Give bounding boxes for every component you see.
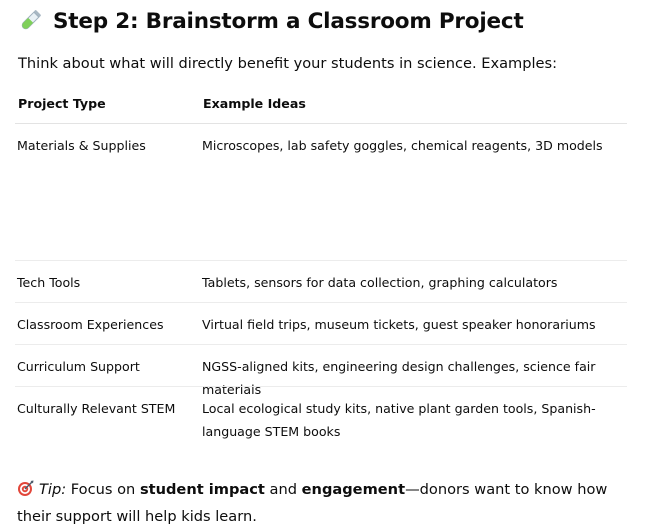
row-project-type: Materials & Supplies <box>17 138 146 153</box>
intro-text: Think about what will directly benefit your students in science. Examples: <box>18 55 558 72</box>
row-example-ideas: NGSS-aligned kits, engineering design challenges, science fair materials <box>202 359 596 397</box>
table-row <box>15 302 627 345</box>
table-row <box>15 344 627 397</box>
section-heading <box>17 5 524 37</box>
table-row <box>15 386 627 449</box>
row-example-ideas: Microscopes, lab safety goggles, chemical reagents, 3D models <box>202 138 603 153</box>
row-example-ideas: Virtual field trips, museum tickets, guest speaker honorariums <box>202 317 596 332</box>
tip-text: Focus on <box>66 481 140 498</box>
tip-label: Tip: <box>39 481 67 498</box>
target-icon <box>17 479 34 496</box>
header-example-ideas: Example Ideas <box>203 96 306 111</box>
row-project-type: Classroom Experiences <box>17 317 164 332</box>
test-tube-icon <box>17 8 43 34</box>
project-types-table <box>15 88 627 439</box>
header-project-type: Project Type <box>18 96 106 111</box>
tip-emphasis-impact: student impact <box>139 481 265 498</box>
tip-text: and <box>264 481 302 498</box>
table-header-row <box>15 88 627 124</box>
row-project-type: Curriculum Support <box>17 359 140 374</box>
page-title: Step 2: Brainstorm a Classroom Project <box>53 8 524 34</box>
row-project-type: Tech Tools <box>17 275 81 290</box>
tip-emphasis-engagement: engagement <box>301 481 406 498</box>
tip-callout <box>17 476 617 530</box>
tip-text: —donors want to know how their support will help kids learn. <box>17 481 608 525</box>
table-row <box>15 260 627 303</box>
row-project-type: Culturally Relevant STEM <box>17 401 176 416</box>
row-example-ideas: Local ecological study kits, native plant garden tools, Spanish-language STEM books <box>202 401 596 439</box>
row-example-ideas: Tablets, sensors for data collection, graphing calculators <box>202 275 558 290</box>
